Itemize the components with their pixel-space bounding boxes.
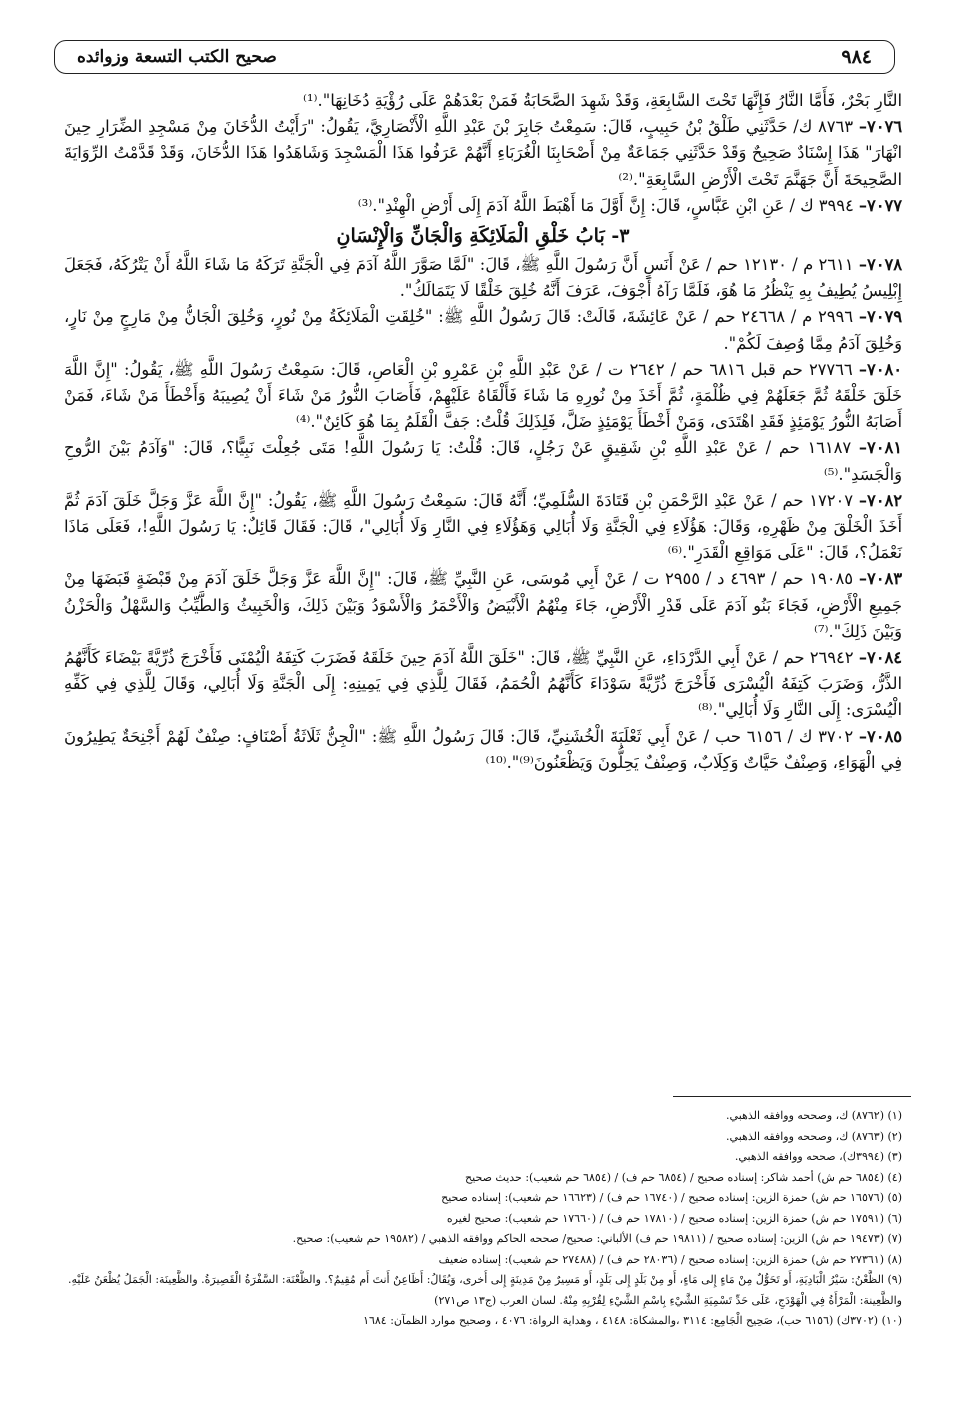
hadith-text: ٣٧٠٢ ك / ٦١٥٦ حب / عَنْ أَبِي ثَعْلَبَةَ الْخُشَنِيِّ، قَالَ: قَالَ رَسُولُ اللَّهِ ﷺ: "الْجِنُّ ثَلَاثَةُ أَصْنَافٍ: صِنْفٌ لَهُمْ أَجْنِحَةٌ يَطِيرُونَ فِي الْهَوَاءِ، وَصِنْفٌ حَيَّاتٌ وَكِلَابٌ، وَصِنْفٌ يَحِلُّونَ وَيَظْعَنُونَ⁽⁹⁾".⁽¹⁰⁾ (64, 726, 902, 772)
hadith-text: ١٦١٨٧ حم / عَنْ عَبْدِ اللَّهِ بْنِ شَقِيقٍ عَنْ رَجُلٍ، قَالَ: قُلْتُ: يَا رَسُولَ اللَّهِ! مَتَى جُعِلْتَ نَبِيًّا؟، قَالَ: "وَآدَمُ بَيْنَ الرُّوحِ وَالْجَسَدِ".⁽⁵⁾ (64, 438, 902, 484)
hadith-7082 (64, 488, 902, 567)
footnote: (٤) (٦٨٥٤ حم ش) أحمد شاكر: إسناده صحيح / (٦٨٥٤ حم ف) / (٦٨٥٤ حم شعيب): حديث صحيح (465, 1170, 902, 1184)
hadith-7076 (64, 114, 902, 193)
hadith-number: ٧٠٨٥– (858, 726, 902, 746)
hadith-7079 (64, 304, 902, 356)
main-text (64, 88, 902, 776)
page-number: ٩٨٤ (841, 46, 872, 68)
footnote: (٩) الظَّعْنُ: سَيْرُ الْبَادِيَةِ، أَو تَحَوُّلٌ مِنْ مَاءٍ إِلى مَاءٍ، أَو مِنْ بَلَدٍ إِلى بَلَدٍ، أَو مَسِيرٌ مِنْ مَدِينَةٍ إِلى أُخرى، وَيُقَالُ: أَظَاعِنٌ أَنتَ أَم مُقِيمٌ؟. والظُّعْنَة: السَّفْرَةُ الْقَصِيرَةُ. والظَّعِينَة: الْجَمَلُ يُظْعَنُ عَلَيْهِ. والظَّعِينة: الْمَرْأَةُ فِي الْهَوْدَجِ، عَلَى حَدِّ تَسْمِيَةِ الشَّيْءِ بِاسْمِ الشَّيْءِ لِقُرْبِهِ مِنْهُ. لسان العرب (ج١٣ ص٢٧١) (67, 1273, 902, 1307)
hadith-number: ٧٠٧٧– (858, 195, 902, 215)
hadith-number: ٧٠٨٣– (858, 569, 902, 589)
hadith-text: ٢٧٧٦٦ حم قبل ٦٨١٦ حم / ٢٦٤٢ ت / عَنْ عَبْدِ اللَّهِ بْنِ عَمْرِو بْنِ الْعَاصِ، قَالَ: سَمِعْتُ رَسُولَ اللَّهِ ﷺ، يَقُولُ: "إِنَّ اللَّهَ خَلَقَ خَلْقَهُ ثُمَّ جَعَلَهُمْ فِي ظُلْمَةٍ، ثُمَّ أَخَذَ مِنْ نُورِهِ مَا شَاءَ فَأَلْقَاهُ عَلَيْهِمْ، فَأَصَابَ النُّورُ مَنْ شَاءَ أَنْ يُصِيبَهُ وَأَخْطَأَ مَنْ شَاءَ، فَمَنْ أَصَابَهُ النُّورُ يَوْمَئِذٍ فَقَدِ اهْتَدَى، وَمَنْ أَخْطَأَ يَوْمَئِذٍ ضَلَّ، فَلِذَلِكَ قُلْتُ: جَفَّ الْقَلَمُ بِمَا هُوَ كَائِنٌ".⁽⁴⁾ (64, 359, 902, 432)
hadith-number: ٧٠٧٦– (858, 117, 902, 137)
hadith-text: ٢٦٩٤٢ حم / عَنْ أَبِي الدَّرْدَاءِ، عَنِ النَّبِيِّ ﷺ، قَالَ: "خَلَقَ اللَّهُ آدَمَ حِينَ خَلَقَهُ فَضَرَبَ كَتِفَهُ الْيُمْنَى فَأَخْرَجَ ذُرِّيَّةً بَيْضَاءَ كَأَنَّهُمُ الذَّرُّ، وَضَرَبَ كَتِفَهُ الْيُسْرَى فَأَخْرَجَ ذُرِّيَّةً سَوْدَاءَ كَأَنَّهُمُ الْحُمَمُ، فَقَالَ لِلَّذِي فِي يَمِينِهِ: إِلَى الْجَنَّةِ وَلَا أُبَالِي، وَقَالَ لِلَّذِي فِي كَفِّهِ الْيُسْرَى: إِلَى النَّارِ وَلَا أُبَالِي".⁽⁸⁾ (64, 648, 902, 720)
hadith-text: ٢٩٩٦ م / ٢٤٦٦٨ حم / عَنْ عَائِشَةَ، قَالَتْ: قَالَ رَسُولُ اللَّهِ ﷺ: "خُلِقَتِ الْمَلَائِكَةُ مِنْ نُورٍ، وَخُلِقَ الْجَانُّ مِنْ مَارِجٍ مِنْ نَارٍ، وَخُلِقَ آدَمُ مِمَّا وُصِفَ لَكُمْ". (64, 307, 902, 353)
page-header (54, 40, 895, 74)
footnote: (١) (٨٧٦٢) ك، وصححه ووافقه الذهبي. (726, 1109, 902, 1122)
hadith-number: ٧٠٨٠– (858, 359, 902, 379)
book-title: صحيح الكتب التسعة وزوائده (77, 47, 277, 67)
hadith-number: ٧٠٨٢– (858, 490, 902, 510)
hadith-number: ٧٠٨٤– (858, 648, 902, 668)
hadith-text: ٣٩٩٤ ك / عَنِ ابْنِ عَبَّاسٍ، قَالَ: إِنَّ أَوَّلَ مَا أَهْبَطَ اللَّهُ آدَمَ إِلَى أَرْضِ الْهِنْدِ".⁽³⁾ (357, 195, 854, 215)
footnote: (٦) (١٧٥٩١ حم ش) حمزة الزين: إسناده صحيح / (١٧٨١٠ حم ف) / (١٧٦٦٠ حم شعيب): صحيح لغيره (446, 1211, 902, 1225)
hadith-7083 (64, 566, 902, 645)
footnote: (١٠) (٣٧٠٢ك) (٦١٥٦ حب)، صَحِيح الْجَامِع: ٣١١٤ ،والمشكاة: ٤١٤٨ ، وهداية الرواة: ٤٠٧٦ ، وصحيح موارد الظمآن: ١٦٨٤ (363, 1314, 902, 1327)
footnote: (٨) (٢٧٣٦١ حم ش) حمزة الزين: إسناده صحيح / (٢٨٠٣٦ حم ف) / (٢٧٤٨٨ حم شعيب): إسناده ضعيف (438, 1252, 902, 1266)
hadith-text: ١٩٠٨٥ حم / ٤٦٩٣ د / ٢٩٥٥ ت / عَنْ أَبِي مُوسَى، عَنِ النَّبِيِّ ﷺ، قَالَ: "إِنَّ اللَّهَ عَزَّ وَجَلَّ خَلَقَ آدَمَ مِنْ قَبْضَةٍ قَبَضَهَا مِنْ جَمِيعِ الْأَرْضِ، فَجَاءَ بَنُو آدَمَ عَلَى قَدْرِ الْأَرْضِ، جَاءَ مِنْهُمُ الْأَبْيَضُ وَالْأَحْمَرُ وَالْأَسْوَدُ وَبَيْنَ ذَلِكَ، وَالْخَبِيثُ وَالطَّيِّبُ وَالسَّهْلُ وَالْحَزْنُ وَبَيْنَ ذَلِكَ".⁽⁷⁾ (64, 569, 902, 641)
footnote: (٣) (٣٩٩٤ك)، صححه ووافقه الذهبي. (734, 1150, 902, 1163)
hadith-number: ٧٠٧٩– (858, 307, 902, 327)
hadith-7080 (64, 357, 902, 436)
hadith-7077 (64, 193, 902, 219)
hadith-7085 (64, 724, 902, 776)
hadith-text: ٢٦١١ م / ١٢١٣٠ حم / عَنْ أَنَسٍ أَنَّ رَسُولَ اللَّهِ ﷺ، قَالَ: "لَمَّا صَوَّرَ اللَّهُ آدَمَ فِي الْجَنَّةِ تَرَكَهُ مَا شَاءَ اللَّهُ أَنْ يَتْرُكَهُ، فَجَعَلَ إِبْلِيسُ يُطِيفُ بِهِ يَنْظُرُ مَا هُوَ، فَلَمَّا رَآهُ أَجْوَفَ، عَرَفَ أَنَّهُ خُلِقَ خَلْقًا لَا يَتَمَالَكُ". (64, 255, 902, 301)
hadith-text: ١٧٢٠٧ حم / عَنْ عَبْدِ الرَّحْمَنِ بْنِ قَتَادَةَ السُّلَمِيِّ؛ أَنَّهُ قَالَ: سَمِعْتُ رَسُولَ اللَّهِ ﷺ، يَقُولُ: "إِنَّ اللَّهَ عَزَّ وَجَلَّ خَلَقَ آدَمَ ثُمَّ أَخَذَ الْخَلْقَ مِنْ ظَهْرِهِ، وَقَالَ: هَؤُلَاءِ فِي الْجَنَّةِ وَلَا أُبَالِي وَهَؤُلَاءِ فِي النَّارِ وَلَا أُبَالِي"، قَالَ: فَقَالَ قَائِلٌ: يَا رَسُولَ اللَّهِ!، فَعَلَى مَاذَا نَعْمَلُ؟، قَالَ: "عَلَى مَوَاقِعِ الْقَدَرِ".⁽⁶⁾ (64, 490, 902, 563)
hadith-7078 (64, 252, 902, 304)
hadith-7084 (64, 645, 902, 724)
hadith-text: النَّارِ بَحْرٌ، فَأَمَّا النَّارُ فَإِنَّهَا تَحْتَ السَّابِعَةِ، وَقَدْ شَهِدَ الصَّحَابَةُ فَمَنْ بَعْدَهُمْ عَلَى رُؤْيَةِ دُخَانِهَا".⁽¹⁾ (303, 91, 902, 110)
hadith-number: ٧٠٨١– (858, 438, 902, 458)
footnote: (٧) (١٩٤٧٣ حم ش) الزين: إسناده صحيح / (١٩٨١١ حم ف) الألباني: صحيح/ صححه الحاكم ووافقه الذهبي / (١٩٥٨٢ حم شعيب): صحيح. (292, 1232, 902, 1245)
footnote: (٢) (٨٧٦٣) ك، وصححه ووافقه الذهبي. (726, 1129, 902, 1143)
chapter-title: ٣- بَابُ خَلْقِ الْمَلَائِكَةِ وَالْجَانِّ وَالْإِنْسَانِ (336, 225, 630, 248)
footnote-divider (673, 1096, 911, 1097)
hadith-text: ٨٧٦٣ ك/ حَدَّثَنِي طَلْقُ بْنُ حَبِيبٍ، قَالَ: سَمِعْتُ جَابِرَ بْنَ عَبْدِ اللَّهِ الْأَنْصَارِيَّ، يَقُولُ: "رَأَيْتُ الدُّخَانَ مِنْ مَسْجِدِ الضِّرَارِ حِينَ انْهَارَ" هَذَا إِسْنَادٌ صَحِيحٌ وَقَدْ حَدَّثَنِي جَمَاعَةٌ مِنْ أَصْحَابِنَا الْغُرَبَاءِ أَنَّهُمْ عَرَفُوا هَذَا الْمَسْجِدَ وَشَاهَدُوا هَذَا الدُّخَانَ، وَقَدْ قَدَّمْتُ الرِّوَايَةَ الصَّحِيحَةَ أَنَّ جَهَنَّمَ تَحْتَ الْأَرْضِ السَّابِعَةِ".⁽²⁾ (64, 117, 902, 189)
hadith-number: ٧٠٧٨– (858, 255, 902, 275)
footnotes (60, 1106, 902, 1332)
paragraph (64, 88, 902, 114)
footnote: (٥) (١٦٥٧٦ حم ش) حمزة الزين: إسناده صحيح / (١٦٧٤٠ حم ف) / (١٦٦٢٣ حم شعيب): إسناده صحيح (441, 1191, 902, 1204)
hadith-7081 (64, 435, 902, 487)
